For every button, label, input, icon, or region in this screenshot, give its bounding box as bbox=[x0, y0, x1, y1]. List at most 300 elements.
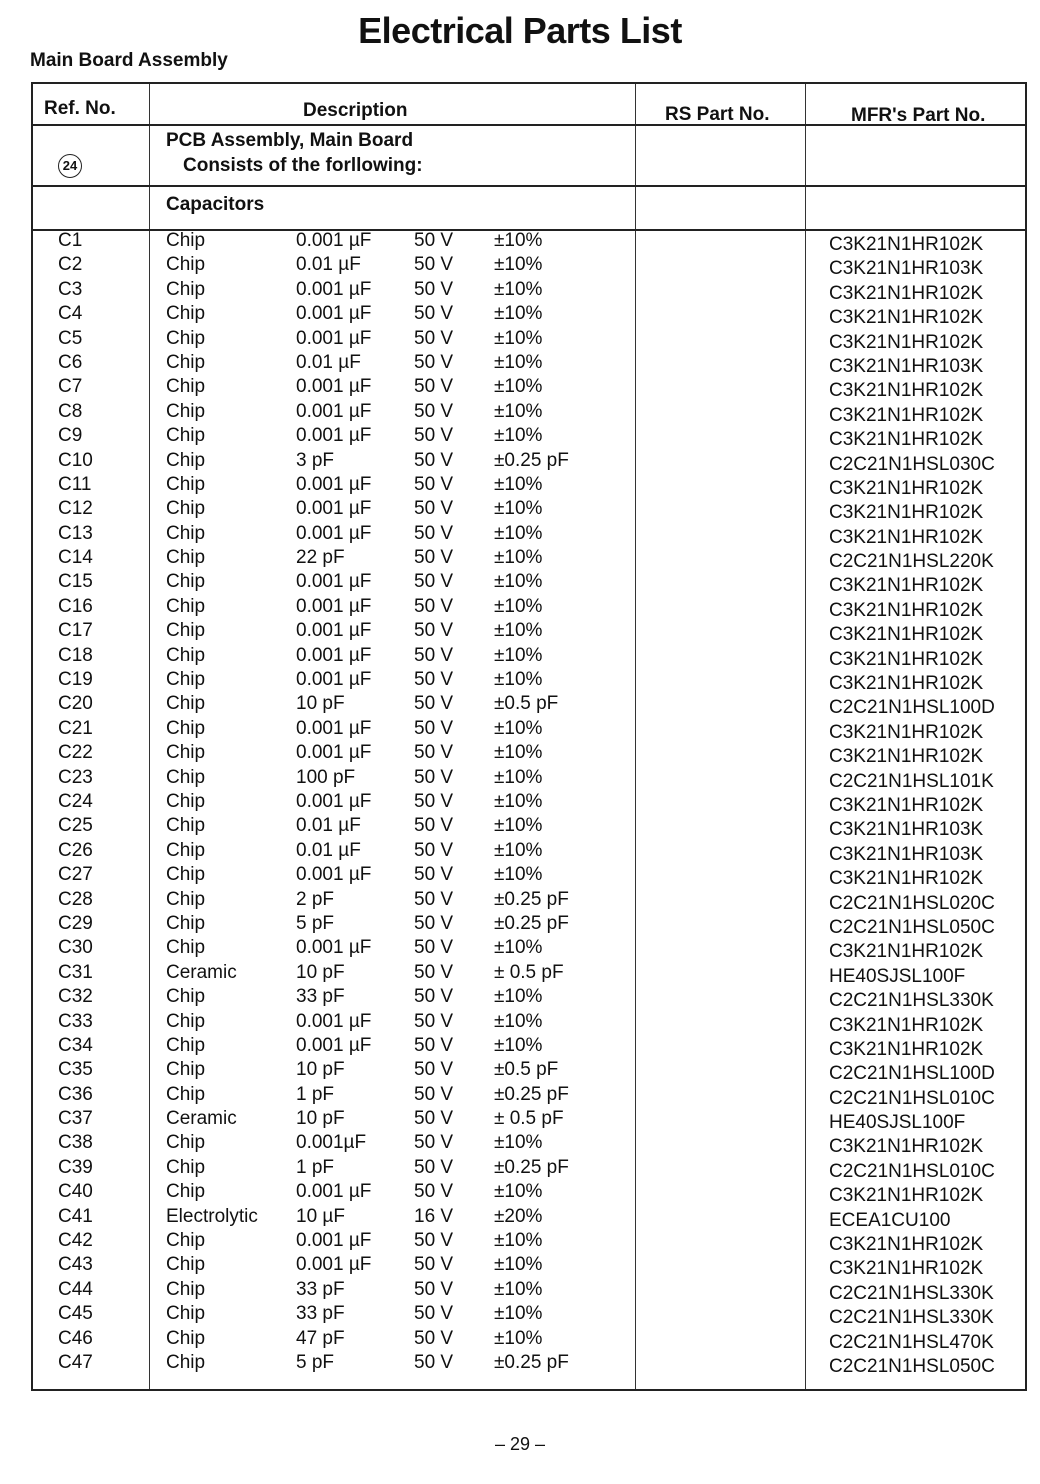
description-tolerance: ±10% bbox=[494, 717, 543, 739]
description-tolerance: ±10% bbox=[494, 327, 543, 349]
table-row bbox=[33, 1084, 1025, 1108]
description-tolerance: ±0.25 pF bbox=[494, 1156, 569, 1178]
description-type: Chip bbox=[166, 620, 206, 642]
description-value: 0.001 µF bbox=[296, 644, 372, 666]
description-voltage: 50 V bbox=[414, 327, 454, 349]
mfr-part-no: C3K21N1HR103K bbox=[829, 355, 984, 377]
description-tolerance: ±10% bbox=[494, 498, 543, 520]
mfr-part-no: C3K21N1HR102K bbox=[829, 234, 984, 255]
ref-no: C10 bbox=[58, 449, 93, 471]
mfr-part-no: C2C21N1HSL330K bbox=[829, 1282, 994, 1304]
description-voltage: 50 V bbox=[414, 595, 454, 617]
description-value: 0.001 µF bbox=[296, 1010, 372, 1032]
ref-no: C14 bbox=[58, 547, 93, 569]
page-number: – 29 – bbox=[494, 1434, 546, 1454]
description-type: Chip bbox=[166, 571, 206, 593]
description-value: 0.001 µF bbox=[296, 742, 372, 764]
description-tolerance: ±10% bbox=[494, 742, 543, 764]
description-type: Electrolytic bbox=[166, 1205, 258, 1227]
description-voltage: 50 V bbox=[414, 669, 454, 691]
description-value: 0.001 µF bbox=[296, 303, 372, 325]
description-voltage: 50 V bbox=[414, 547, 454, 569]
table-row bbox=[33, 986, 1025, 1010]
description-value: 0.001 µF bbox=[296, 864, 372, 886]
table-row bbox=[33, 889, 1025, 913]
mfr-part-no: C3K21N1HR102K bbox=[829, 1234, 984, 1256]
description-type: Chip bbox=[166, 400, 206, 422]
description-tolerance: ±10% bbox=[494, 986, 543, 1008]
section-title: Main Board Assembly bbox=[30, 50, 228, 71]
description-value: 10 µF bbox=[296, 1205, 345, 1227]
description-type: Chip bbox=[166, 986, 206, 1008]
table-row bbox=[33, 1206, 1025, 1230]
description-tolerance: ±10% bbox=[494, 1181, 543, 1203]
mfr-part-no: C3K21N1HR102K bbox=[829, 1038, 984, 1060]
table-row bbox=[33, 401, 1025, 425]
description-type: Chip bbox=[166, 230, 206, 251]
ref-no: C5 bbox=[58, 327, 83, 349]
mfr-part-no: C2C21N1HSL470K bbox=[829, 1331, 994, 1353]
assembly-rule bbox=[33, 185, 1025, 187]
description-value: 0.001 µF bbox=[296, 522, 372, 544]
description-tolerance: ±0.5 pF bbox=[494, 693, 559, 715]
table-row bbox=[33, 303, 1025, 327]
table-row bbox=[33, 596, 1025, 620]
mfr-part-no: C3K21N1HR103K bbox=[829, 843, 984, 865]
mfr-part-no: C3K21N1HR102K bbox=[829, 868, 984, 890]
description-type: Chip bbox=[166, 522, 206, 544]
description-tolerance: ±10% bbox=[494, 376, 543, 398]
description-type: Chip bbox=[166, 937, 206, 959]
description-tolerance: ±10% bbox=[494, 1278, 543, 1300]
table-row bbox=[33, 669, 1025, 693]
description-voltage: 50 V bbox=[414, 766, 454, 788]
description-type: Chip bbox=[166, 1230, 206, 1252]
mfr-part-no: C3K21N1HR102K bbox=[829, 477, 984, 499]
mfr-part-no: C2C21N1HSL220K bbox=[829, 551, 994, 573]
ref-no: C15 bbox=[58, 571, 93, 593]
description-tolerance: ±10% bbox=[494, 669, 543, 691]
description-type: Chip bbox=[166, 425, 206, 447]
description-type: Chip bbox=[166, 595, 206, 617]
description-type: Chip bbox=[166, 473, 206, 495]
mfr-part-no: C3K21N1HR102K bbox=[829, 1136, 984, 1158]
table-row bbox=[33, 1108, 1025, 1132]
parts-rows bbox=[33, 230, 1025, 1376]
description-value: 0.001 µF bbox=[296, 1230, 372, 1252]
description-value: 0.001 µF bbox=[296, 327, 372, 349]
description-voltage: 50 V bbox=[414, 864, 454, 886]
description-voltage: 50 V bbox=[414, 815, 454, 837]
description-tolerance: ±10% bbox=[494, 1254, 543, 1276]
description-voltage: 50 V bbox=[414, 1083, 454, 1105]
ref-no: C12 bbox=[58, 498, 93, 520]
ref-no: C7 bbox=[58, 376, 83, 398]
description-type: Chip bbox=[166, 376, 206, 398]
ref-no: C45 bbox=[58, 1303, 93, 1325]
description-type: Chip bbox=[166, 1010, 206, 1032]
description-tolerance: ±0.25 pF bbox=[494, 888, 569, 910]
description-voltage: 50 V bbox=[414, 937, 454, 959]
description-voltage: 50 V bbox=[414, 1010, 454, 1032]
table-row bbox=[33, 230, 1025, 254]
mfr-part-no: C2C21N1HSL030C bbox=[829, 453, 995, 475]
description-voltage: 50 V bbox=[414, 254, 454, 276]
mfr-part-no: C3K21N1HR102K bbox=[829, 380, 984, 402]
description-voltage: 50 V bbox=[414, 425, 454, 447]
description-value: 10 pF bbox=[296, 1059, 345, 1081]
mfr-part-no: C2C21N1HSL020C bbox=[829, 892, 995, 914]
description-type: Chip bbox=[166, 864, 206, 886]
ref-no: C22 bbox=[58, 742, 93, 764]
description-voltage: 50 V bbox=[414, 1230, 454, 1252]
table-row bbox=[33, 523, 1025, 547]
description-tolerance: ±10% bbox=[494, 473, 543, 495]
category-label: Capacitors bbox=[166, 194, 265, 215]
description-value: 0.001 µF bbox=[296, 1181, 372, 1203]
description-voltage: 50 V bbox=[414, 230, 454, 251]
description-voltage: 50 V bbox=[414, 912, 454, 934]
assembly-subtitle: Consists of the forllowing: bbox=[183, 155, 423, 176]
mfr-part-no: C2C21N1HSL330K bbox=[829, 1307, 994, 1329]
description-type: Chip bbox=[166, 254, 206, 276]
description-type: Chip bbox=[166, 449, 206, 471]
mfr-part-no: C3K21N1HR103K bbox=[829, 258, 984, 280]
description-type: Chip bbox=[166, 790, 206, 812]
table-row bbox=[33, 693, 1025, 717]
header-description: Description bbox=[303, 100, 408, 121]
description-type: Chip bbox=[166, 547, 206, 569]
table-row bbox=[33, 328, 1025, 352]
ref-no: C43 bbox=[58, 1254, 93, 1276]
description-type: Chip bbox=[166, 351, 206, 373]
description-type: Chip bbox=[166, 1303, 206, 1325]
item-number-badge: 24 bbox=[58, 154, 82, 178]
description-type: Chip bbox=[166, 498, 206, 520]
description-value: 0.001 µF bbox=[296, 937, 372, 959]
table-row bbox=[33, 547, 1025, 571]
table-row bbox=[33, 254, 1025, 278]
description-value: 1 pF bbox=[296, 1083, 335, 1105]
description-value: 0.01 µF bbox=[296, 254, 361, 276]
description-voltage: 50 V bbox=[414, 1303, 454, 1325]
description-tolerance: ±10% bbox=[494, 839, 543, 861]
description-tolerance: ±10% bbox=[494, 790, 543, 812]
description-type: Chip bbox=[166, 1181, 206, 1203]
table-row bbox=[33, 1303, 1025, 1327]
ref-no: C6 bbox=[58, 351, 83, 373]
description-value: 47 pF bbox=[296, 1327, 345, 1349]
ref-no: C30 bbox=[58, 937, 93, 959]
ref-no: C4 bbox=[58, 303, 83, 325]
description-tolerance: ±10% bbox=[494, 620, 543, 642]
description-value: 5 pF bbox=[296, 1351, 335, 1373]
table-row bbox=[33, 1181, 1025, 1205]
description-type: Chip bbox=[166, 1278, 206, 1300]
description-tolerance: ±0.25 pF bbox=[494, 1083, 569, 1105]
description-value: 0.01 µF bbox=[296, 839, 361, 861]
description-voltage: 50 V bbox=[414, 1059, 454, 1081]
description-type: Chip bbox=[166, 742, 206, 764]
description-value: 0.001 µF bbox=[296, 278, 372, 300]
ref-no: C21 bbox=[58, 717, 93, 739]
mfr-part-no: HE40SJSL100F bbox=[829, 1112, 966, 1134]
table-row bbox=[33, 645, 1025, 669]
table-row bbox=[33, 840, 1025, 864]
description-tolerance: ±10% bbox=[494, 937, 543, 959]
ref-no: C28 bbox=[58, 888, 93, 910]
mfr-part-no: ECEA1CU100 bbox=[829, 1209, 951, 1231]
description-voltage: 50 V bbox=[414, 742, 454, 764]
description-value: 0.001 µF bbox=[296, 571, 372, 593]
description-value: 0.001 µF bbox=[296, 498, 372, 520]
ref-no: C23 bbox=[58, 766, 93, 788]
description-voltage: 50 V bbox=[414, 1351, 454, 1373]
table-row bbox=[33, 450, 1025, 474]
page-title: Electrical Parts List bbox=[358, 10, 682, 51]
description-voltage: 50 V bbox=[414, 1254, 454, 1276]
table-row bbox=[33, 962, 1025, 986]
ref-no: C41 bbox=[58, 1205, 93, 1227]
ref-no: C2 bbox=[58, 254, 83, 276]
description-tolerance: ±10% bbox=[494, 278, 543, 300]
table-row bbox=[33, 1254, 1025, 1278]
description-value: 10 pF bbox=[296, 961, 345, 983]
ref-no: C18 bbox=[58, 644, 93, 666]
mfr-part-no: C3K21N1HR102K bbox=[829, 429, 984, 451]
description-value: 0.001µF bbox=[296, 1132, 367, 1154]
ref-no: C32 bbox=[58, 986, 93, 1008]
ref-no: C39 bbox=[58, 1156, 93, 1178]
ref-no: C37 bbox=[58, 1108, 93, 1130]
description-tolerance: ±10% bbox=[494, 254, 543, 276]
ref-no: C13 bbox=[58, 522, 93, 544]
description-value: 0.01 µF bbox=[296, 351, 361, 373]
table-row bbox=[33, 767, 1025, 791]
description-type: Chip bbox=[166, 1156, 206, 1178]
description-voltage: 50 V bbox=[414, 449, 454, 471]
ref-no: C1 bbox=[58, 230, 83, 251]
ref-no: C46 bbox=[58, 1327, 93, 1349]
description-voltage: 50 V bbox=[414, 278, 454, 300]
description-tolerance: ±0.25 pF bbox=[494, 1351, 569, 1373]
table-row bbox=[33, 937, 1025, 961]
header-rs-part-no: RS Part No. bbox=[665, 104, 770, 125]
mfr-part-no: C3K21N1HR102K bbox=[829, 282, 984, 304]
table-row bbox=[33, 742, 1025, 766]
description-type: Chip bbox=[166, 766, 206, 788]
description-value: 22 pF bbox=[296, 547, 345, 569]
description-voltage: 50 V bbox=[414, 620, 454, 642]
mfr-part-no: C3K21N1HR102K bbox=[829, 526, 984, 548]
description-value: 0.001 µF bbox=[296, 1034, 372, 1056]
parts-table bbox=[31, 82, 1027, 1391]
table-row bbox=[33, 620, 1025, 644]
description-type: Chip bbox=[166, 1351, 206, 1373]
description-type: Chip bbox=[166, 815, 206, 837]
mfr-part-no: C3K21N1HR102K bbox=[829, 1185, 984, 1207]
description-tolerance: ±10% bbox=[494, 1034, 543, 1056]
mfr-part-no: C2C21N1HSL010C bbox=[829, 1087, 995, 1109]
ref-no: C29 bbox=[58, 912, 93, 934]
description-voltage: 50 V bbox=[414, 790, 454, 812]
description-tolerance: ±10% bbox=[494, 1132, 543, 1154]
description-type: Chip bbox=[166, 839, 206, 861]
table-row bbox=[33, 571, 1025, 595]
description-voltage: 50 V bbox=[414, 888, 454, 910]
mfr-part-no: C3K21N1HR102K bbox=[829, 746, 984, 768]
description-value: 2 pF bbox=[296, 888, 335, 910]
description-value: 5 pF bbox=[296, 912, 335, 934]
table-row bbox=[33, 718, 1025, 742]
description-voltage: 50 V bbox=[414, 961, 454, 983]
description-value: 0.001 µF bbox=[296, 400, 372, 422]
description-type: Chip bbox=[166, 1034, 206, 1056]
mfr-part-no: C3K21N1HR102K bbox=[829, 648, 984, 670]
mfr-part-no: C3K21N1HR102K bbox=[829, 721, 984, 743]
table-row bbox=[33, 279, 1025, 303]
description-voltage: 50 V bbox=[414, 1181, 454, 1203]
description-voltage: 50 V bbox=[414, 351, 454, 373]
header-mfr-part-no: MFR's Part No. bbox=[851, 105, 986, 126]
description-type: Chip bbox=[166, 1254, 206, 1276]
table-row bbox=[33, 1035, 1025, 1059]
table-row bbox=[33, 474, 1025, 498]
mfr-part-no: C2C21N1HSL050C bbox=[829, 916, 995, 938]
ref-no: C47 bbox=[58, 1351, 93, 1373]
table-row bbox=[33, 1157, 1025, 1181]
ref-no: C26 bbox=[58, 839, 93, 861]
description-value: 33 pF bbox=[296, 1303, 345, 1325]
description-tolerance: ±20% bbox=[494, 1205, 543, 1227]
mfr-part-no: HE40SJSL100F bbox=[829, 965, 966, 987]
ref-no: C24 bbox=[58, 790, 93, 812]
description-value: 1 pF bbox=[296, 1156, 335, 1178]
description-voltage: 50 V bbox=[414, 1034, 454, 1056]
table-row bbox=[33, 352, 1025, 376]
description-voltage: 50 V bbox=[414, 1278, 454, 1300]
description-value: 33 pF bbox=[296, 1278, 345, 1300]
mfr-part-no: C2C21N1HSL101K bbox=[829, 770, 994, 792]
description-value: 0.001 µF bbox=[296, 790, 372, 812]
table-row bbox=[33, 1230, 1025, 1254]
ref-no: C19 bbox=[58, 669, 93, 691]
description-voltage: 50 V bbox=[414, 303, 454, 325]
description-type: Chip bbox=[166, 1083, 206, 1105]
description-tolerance: ±10% bbox=[494, 425, 543, 447]
table-row bbox=[33, 1132, 1025, 1156]
mfr-part-no: C3K21N1HR102K bbox=[829, 599, 984, 621]
ref-no: C9 bbox=[58, 425, 83, 447]
description-voltage: 50 V bbox=[414, 498, 454, 520]
description-tolerance: ±10% bbox=[494, 595, 543, 617]
description-type: Chip bbox=[166, 717, 206, 739]
description-voltage: 50 V bbox=[414, 986, 454, 1008]
description-value: 100 pF bbox=[296, 766, 356, 788]
description-type: Chip bbox=[166, 1327, 206, 1349]
description-voltage: 50 V bbox=[414, 400, 454, 422]
description-tolerance: ±10% bbox=[494, 815, 543, 837]
description-type: Chip bbox=[166, 912, 206, 934]
description-type: Chip bbox=[166, 1059, 206, 1081]
description-value: 0.001 µF bbox=[296, 473, 372, 495]
ref-no: C8 bbox=[58, 400, 83, 422]
header-ref-no: Ref. No. bbox=[44, 98, 116, 119]
mfr-part-no: C3K21N1HR102K bbox=[829, 941, 984, 963]
description-tolerance: ±0.5 pF bbox=[494, 1059, 559, 1081]
ref-no: C11 bbox=[58, 473, 92, 495]
description-voltage: 50 V bbox=[414, 1327, 454, 1349]
description-value: 0.001 µF bbox=[296, 1254, 372, 1276]
description-tolerance: ±10% bbox=[494, 1303, 543, 1325]
mfr-part-no: C3K21N1HR102K bbox=[829, 502, 984, 524]
description-type: Chip bbox=[166, 669, 206, 691]
description-type: Chip bbox=[166, 693, 206, 715]
description-type: Chip bbox=[166, 327, 206, 349]
description-tolerance: ±10% bbox=[494, 303, 543, 325]
mfr-part-no: C3K21N1HR102K bbox=[829, 1258, 984, 1280]
mfr-part-no: C2C21N1HSL100D bbox=[829, 697, 995, 719]
description-voltage: 50 V bbox=[414, 1132, 454, 1154]
description-tolerance: ±0.25 pF bbox=[494, 912, 569, 934]
mfr-part-no: C3K21N1HR102K bbox=[829, 794, 984, 816]
description-voltage: 50 V bbox=[414, 1108, 454, 1130]
description-value: 0.001 µF bbox=[296, 230, 372, 251]
description-tolerance: ±10% bbox=[494, 571, 543, 593]
table-row bbox=[33, 1328, 1025, 1352]
description-value: 3 pF bbox=[296, 449, 335, 471]
description-value: 0.001 µF bbox=[296, 595, 372, 617]
description-type: Chip bbox=[166, 278, 206, 300]
mfr-part-no: C3K21N1HR102K bbox=[829, 1014, 984, 1036]
description-value: 10 pF bbox=[296, 1108, 345, 1130]
table-row bbox=[33, 425, 1025, 449]
ref-no: C25 bbox=[58, 815, 93, 837]
description-tolerance: ±10% bbox=[494, 864, 543, 886]
description-value: 10 pF bbox=[296, 693, 345, 715]
ref-no: C27 bbox=[58, 864, 93, 886]
ref-no: C35 bbox=[58, 1059, 93, 1081]
mfr-part-no: C3K21N1HR102K bbox=[829, 673, 984, 695]
description-tolerance: ±10% bbox=[494, 1230, 543, 1252]
mfr-part-no: C3K21N1HR103K bbox=[829, 819, 984, 841]
description-voltage: 50 V bbox=[414, 473, 454, 495]
ref-no: C44 bbox=[58, 1278, 93, 1300]
description-type: Chip bbox=[166, 644, 206, 666]
mfr-part-no: C2C21N1HSL100D bbox=[829, 1063, 995, 1085]
ref-no: C34 bbox=[58, 1034, 93, 1056]
description-tolerance: ±10% bbox=[494, 766, 543, 788]
description-tolerance: ± 0.5 pF bbox=[494, 961, 564, 983]
description-voltage: 50 V bbox=[414, 522, 454, 544]
description-type: Ceramic bbox=[166, 961, 237, 983]
description-tolerance: ± 0.5 pF bbox=[494, 1108, 564, 1130]
description-tolerance: ±10% bbox=[494, 644, 543, 666]
ref-no: C17 bbox=[58, 620, 93, 642]
description-tolerance: ±10% bbox=[494, 400, 543, 422]
description-type: Chip bbox=[166, 303, 206, 325]
mfr-part-no: C3K21N1HR102K bbox=[829, 331, 984, 353]
description-tolerance: ±0.25 pF bbox=[494, 449, 569, 471]
description-voltage: 50 V bbox=[414, 839, 454, 861]
ref-no: C3 bbox=[58, 278, 83, 300]
description-type: Chip bbox=[166, 1132, 206, 1154]
description-voltage: 50 V bbox=[414, 1156, 454, 1178]
mfr-part-no: C2C21N1HSL050C bbox=[829, 1355, 995, 1377]
ref-no: C33 bbox=[58, 1010, 93, 1032]
ref-no: C40 bbox=[58, 1181, 93, 1203]
description-value: 0.001 µF bbox=[296, 376, 372, 398]
